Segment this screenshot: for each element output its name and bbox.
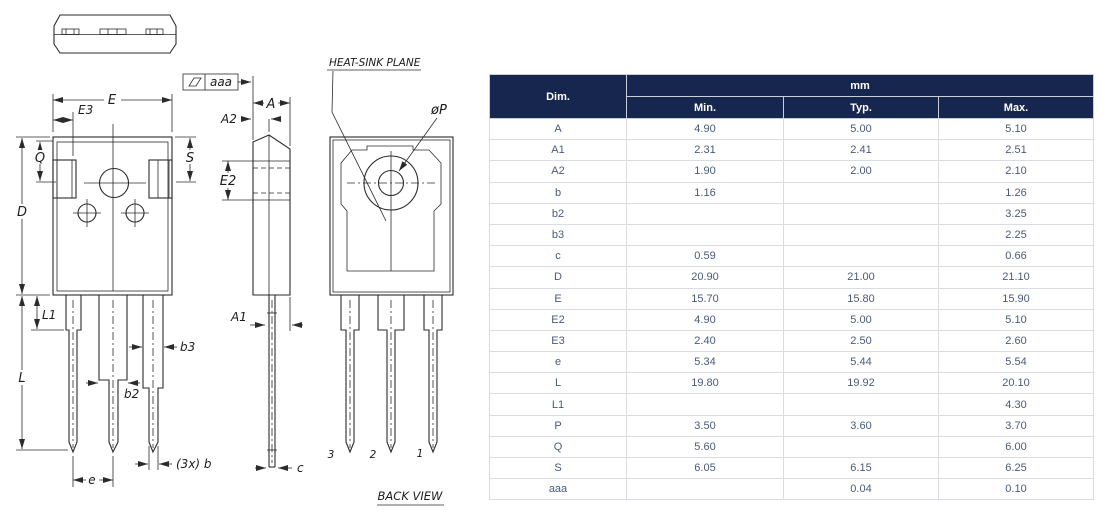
cell-max: 5.54 [939,352,1094,373]
cell-typ: 6.15 [784,458,939,479]
dim-label-D: D [16,205,28,220]
front-view [15,92,212,487]
dim-S [175,137,197,182]
cell-max: 2.60 [939,330,1094,351]
flatness-callout [183,74,251,90]
cell-typ [784,394,939,415]
cell-typ: 0.04 [784,479,939,500]
heat-sink-plane-label: HEAT-SINK PLANE [329,57,421,69]
header-dim: Dim. [490,75,627,119]
cell-min: 3.50 [627,415,784,436]
pin-number-2: 2 [369,449,377,461]
side-view [183,74,304,475]
cell-dim: b2 [490,203,627,224]
pin-number-1: 1 [416,448,424,460]
cell-typ [784,203,939,224]
front-leads [66,295,163,452]
table-row [490,394,1094,415]
cell-max: 2.10 [939,161,1094,182]
dim-label-E3: E3 [78,103,94,117]
table-row [490,203,1094,224]
dimensions-table-grid [489,74,1094,500]
dim-E2 [218,161,238,200]
cell-min: 4.90 [627,309,784,330]
cell-typ [784,224,939,245]
cell-max: 6.00 [939,436,1094,457]
cell-min: 6.05 [627,458,784,479]
dim-label-S: S [185,151,195,166]
cell-typ: 5.00 [784,119,939,140]
cell-dim: A1 [490,140,627,161]
dim-label-L: L [18,371,26,386]
cell-max: 20.10 [939,373,1094,394]
cell-min: 20.90 [627,267,784,288]
table-row [490,182,1094,203]
header-min: Min. [627,97,784,119]
cell-max: 6.25 [939,458,1094,479]
cell-typ: 2.00 [784,161,939,182]
table-row [490,224,1094,245]
cell-typ [784,436,939,457]
table-row [490,436,1094,457]
dim-E3 [53,103,93,156]
cell-dim: P [490,415,627,436]
back-view-label: BACK VIEW [377,489,443,503]
table-row [490,330,1094,351]
table-row [490,373,1094,394]
dim-label-c: c [297,461,304,475]
back-view-caption [377,489,444,505]
cell-dim: E [490,288,627,309]
cell-min [627,224,784,245]
cell-min [627,479,784,500]
flatness-symbol-icon [189,78,201,86]
cell-max: 5.10 [939,309,1094,330]
cell-dim: D [490,267,627,288]
cell-dim: L1 [490,394,627,415]
table-row [490,267,1094,288]
cell-typ [784,182,939,203]
table-row [490,415,1094,436]
cell-dim: E3 [490,330,627,351]
cell-dim: L [490,373,627,394]
cell-dim: e [490,352,627,373]
header-unit-mm: mm [627,75,1094,97]
cell-min: 2.40 [627,330,784,351]
dim-label-A1: A1 [231,310,247,324]
package-drawing [0,0,489,524]
cell-max: 2.51 [939,140,1094,161]
drawing-canvas [0,0,489,524]
table-header [490,75,1094,119]
cell-min: 0.59 [627,246,784,267]
cell-min: 5.60 [627,436,784,457]
cell-max: 5.10 [939,119,1094,140]
cell-min: 1.90 [627,161,784,182]
cell-dim: A [490,119,627,140]
cell-typ: 21.00 [784,267,939,288]
side-lead [267,295,277,467]
cell-max: 15.90 [939,288,1094,309]
cell-min: 1.16 [627,182,784,203]
cell-typ: 2.50 [784,330,939,351]
back-view [327,57,453,505]
dim-label-L1: L1 [42,308,57,322]
table-row [490,458,1094,479]
dim-E [53,92,172,132]
table-row [490,140,1094,161]
cell-typ [784,246,939,267]
left-notch [53,160,76,198]
cell-max: 2.25 [939,224,1094,245]
top-view-lead-tabs [62,29,163,35]
cell-dim: E2 [490,309,627,330]
dim-label-b: (3x) b [176,457,212,471]
cell-typ: 19.92 [784,373,939,394]
table-row [490,246,1094,267]
cell-max: 4.30 [939,394,1094,415]
table-row [490,479,1094,500]
cell-max: 21.10 [939,267,1094,288]
cell-dim: c [490,246,627,267]
cell-typ: 5.00 [784,309,939,330]
cell-dim: b [490,182,627,203]
cell-max: 0.10 [939,479,1094,500]
dimensions-table [489,74,1093,500]
pilot-hole-right [121,199,149,227]
table-body [490,119,1094,500]
cell-dim: Q [490,436,627,457]
flatness-label: aaa [209,75,233,89]
pin-number-3: 3 [327,449,335,461]
cell-dim: S [490,458,627,479]
cell-typ: 5.44 [784,352,939,373]
cell-dim: b3 [490,224,627,245]
cell-min [627,203,784,224]
cell-min: 19.80 [627,373,784,394]
cell-min: 5.34 [627,352,784,373]
cell-dim: aaa [490,479,627,500]
dim-label-P: øP [431,103,447,118]
cell-typ: 2.41 [784,140,939,161]
cell-max: 3.25 [939,203,1094,224]
pilot-hole-left [73,199,101,227]
cell-max: 3.70 [939,415,1094,436]
right-notch [149,160,172,198]
cell-max: 0.66 [939,246,1094,267]
dim-A1 [230,297,303,331]
table-row [490,309,1094,330]
table-row [490,352,1094,373]
header-typ: Typ. [784,97,939,119]
cell-min: 4.90 [627,119,784,140]
cell-max: 1.26 [939,182,1094,203]
dim-label-b2: b2 [124,387,140,401]
table-row [490,161,1094,182]
header-max: Max. [939,97,1094,119]
top-view [54,15,176,53]
dim-label-b3: b3 [180,340,196,354]
cell-typ: 15.80 [784,288,939,309]
dim-label-E2: E2 [219,174,237,189]
dim-label-A2: A2 [221,112,237,126]
dim-b [135,446,212,471]
cell-dim: A2 [490,161,627,182]
dim-b3 [129,340,195,354]
table-row [490,119,1094,140]
dim-label-E: E [107,93,117,108]
dim-A [253,96,290,146]
table-row [490,288,1094,309]
dim-label-e: e [88,473,96,487]
dim-c [255,461,304,475]
back-leads [341,295,442,452]
dim-e [73,456,113,487]
dim-label-A: A [266,97,276,112]
dim-A2 [220,112,281,126]
dim-label-Q: Q [34,151,46,166]
cell-min: 2.31 [627,140,784,161]
dim-L1 [31,296,64,330]
cell-min: 15.70 [627,288,784,309]
cell-min [627,394,784,415]
cell-typ: 3.60 [784,415,939,436]
